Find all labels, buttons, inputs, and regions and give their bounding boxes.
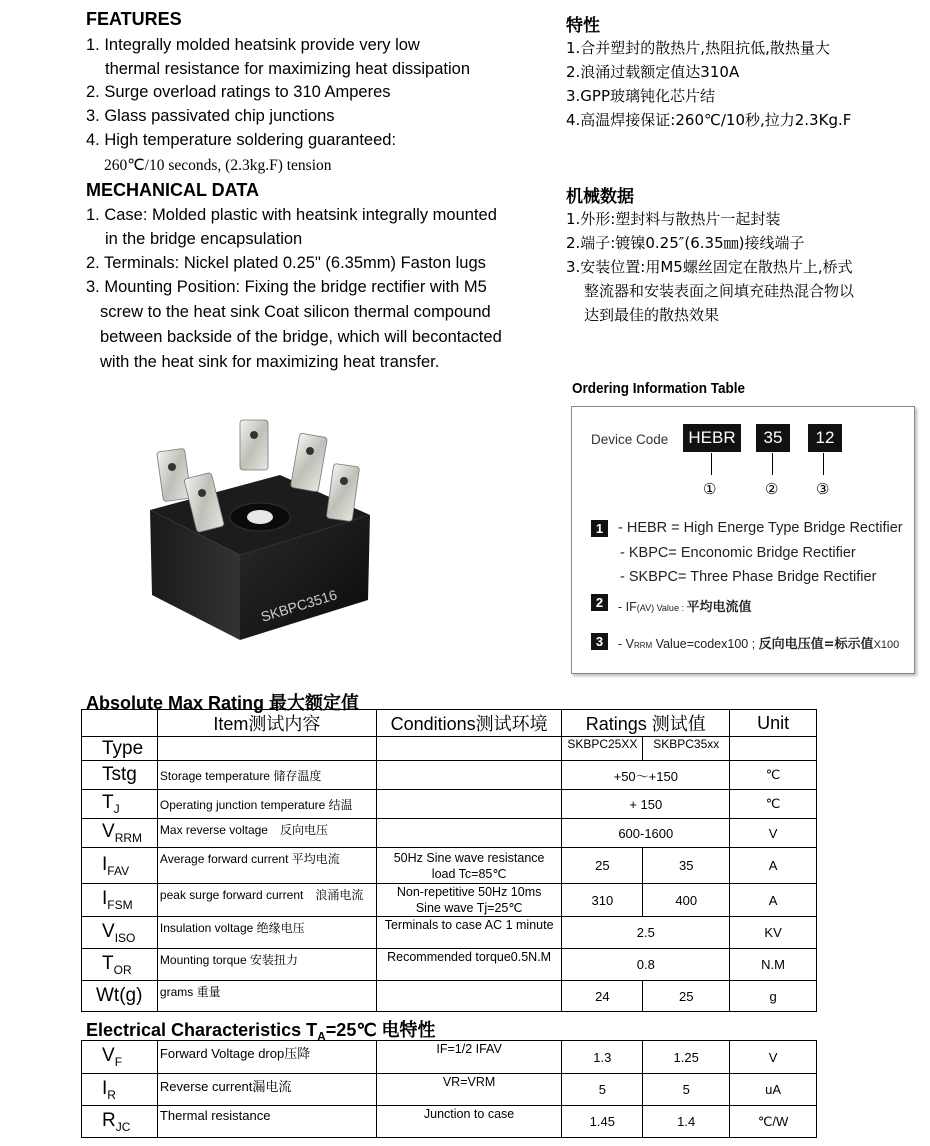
value-cell: 1.3	[562, 1041, 643, 1074]
feature-line: 2. Surge overload ratings to 310 Amperes	[86, 83, 391, 101]
unit-cell: ℃/W	[730, 1106, 817, 1138]
cond-cell: Junction to case	[376, 1106, 562, 1138]
unit-cell: KV	[730, 917, 817, 949]
mechanical-cn-line: 3.安装位置:用M5螺丝固定在散热片上,桥式	[566, 258, 853, 276]
table-row	[82, 884, 817, 917]
mechanical-line: 3. Mounting Position: Fixing the bridge rectifier with M5	[86, 278, 487, 296]
item-cell: Operating junction temperature 结温	[157, 790, 376, 819]
amr-type-row	[82, 737, 817, 761]
mechanical-cn-line: 1.外形:塑封料与散热片一起封装	[566, 210, 781, 228]
amr-header-row	[82, 710, 817, 737]
unit-cell: uA	[730, 1074, 817, 1106]
value-cell: 25	[562, 848, 643, 884]
item-cell: Reverse current漏电流	[157, 1074, 376, 1106]
value-cell: 0.8	[562, 949, 730, 981]
ordering-num-2: 2	[591, 594, 608, 611]
value-cell: 310	[562, 884, 643, 917]
feature-cn-line: 1.合并塑封的散热片,热阻抗低,散热量大	[566, 39, 830, 57]
mechanical-line: screw to the heat sink Coat silicon thermal compound	[100, 303, 491, 321]
code-connector	[772, 453, 773, 475]
symbol: $V_{RRM}$	[82, 819, 158, 848]
feature-cn-line: 2.浪涌过载额定值达310A	[566, 63, 740, 81]
value-cell: 600-1600	[562, 819, 730, 848]
feature-line: 4. High temperature soldering guaranteed:	[86, 131, 397, 149]
symbol: $R_{JC}$	[82, 1106, 158, 1138]
table-row	[82, 790, 817, 819]
mechanical-heading: MECHANICAL DATA	[86, 180, 259, 200]
value-cell: 35	[643, 848, 730, 884]
mechanical-cn-heading: 机械数据	[566, 187, 634, 207]
table-row	[82, 848, 817, 884]
mechanical-cn-line: 2.端子:镀镍0.25″(6.35㎜)接线端子	[566, 234, 805, 252]
cond-cell	[376, 981, 562, 1012]
ordering-line: - SKBPC= Three Phase Bridge Rectifier	[620, 569, 877, 585]
type-label: Type	[82, 737, 158, 761]
ec-table	[81, 1040, 817, 1138]
ordering-line: - KBPC= Enconomic Bridge Rectifier	[620, 545, 856, 561]
unit-cell: g	[730, 981, 817, 1012]
unit-cell: A	[730, 884, 817, 917]
symbol: Tstg	[82, 761, 158, 790]
unit-cell: A	[730, 848, 817, 884]
code-mark-1: ①	[703, 481, 717, 498]
unit-cell: N.M	[730, 949, 817, 981]
feature-line: 1. Integrally molded heatsink provide very low	[86, 36, 420, 54]
amr-title: Absolute Max Rating 最大额定值	[86, 693, 360, 713]
amr-header-unit: Unit	[730, 710, 817, 737]
feature-cn-line: 3.GPP玻璃钝化芯片结	[566, 87, 716, 105]
feature-line: thermal resistance for maximizing heat dissipation	[105, 60, 470, 78]
type-35: SKBPC35xx	[643, 737, 730, 761]
code-hebr: HEBR	[683, 424, 741, 452]
value-cell: 5	[643, 1074, 730, 1106]
product-marking: SKBPC3516	[258, 586, 339, 625]
code-connector	[823, 453, 824, 475]
symbol: $I_{FSM}$	[82, 884, 158, 917]
cond-cell: 50Hz Sine wave resistance load Tc=85℃	[376, 848, 562, 884]
value-cell: +50～+150	[562, 761, 730, 790]
value-cell: + 150	[562, 790, 730, 819]
table-row	[82, 1041, 817, 1074]
table-row	[82, 949, 817, 981]
table-row	[82, 819, 817, 848]
item-cell: Insulation voltage 绝缘电压	[157, 917, 376, 949]
code-connector	[711, 453, 712, 475]
ordering-line: - HEBR = High Energe Type Bridge Rectifier	[618, 520, 903, 536]
item-cell: peak surge forward current 浪涌电流	[157, 884, 376, 917]
amr-header-item: Item测试内容	[157, 710, 376, 737]
symbol: Wt(g)	[82, 981, 158, 1012]
symbol: $I_R$	[82, 1074, 158, 1106]
table-row	[82, 761, 817, 790]
mechanical-line: 1. Case: Molded plastic with heatsink integrally mounted	[86, 206, 497, 224]
features-cn-heading: 特性	[566, 16, 600, 36]
code-mark-3: ③	[816, 481, 830, 498]
mechanical-line: in the bridge encapsulation	[105, 230, 303, 248]
symbol: $T_{OR}$	[82, 949, 158, 981]
value-cell: 1.25	[643, 1041, 730, 1074]
cond-cell: VR=VRM	[376, 1074, 562, 1106]
features-heading: FEATURES	[86, 9, 182, 29]
unit-cell: ℃	[730, 761, 817, 790]
mechanical-line: between backside of the bridge, which will becontacted	[100, 328, 502, 346]
table-row	[82, 981, 817, 1012]
cond-cell: Terminals to case AC 1 minute	[376, 917, 562, 949]
value-cell: 1.45	[562, 1106, 643, 1138]
table-row	[82, 917, 817, 949]
type-25: SKBPC25XX	[562, 737, 643, 761]
value-cell: 2.5	[562, 917, 730, 949]
unit-cell: V	[730, 1041, 817, 1074]
cond-cell	[376, 819, 562, 848]
cond-cell	[376, 761, 562, 790]
symbol: $V_{ISO}$	[82, 917, 158, 949]
cond-cell: Non-repetitive 50Hz 10ms Sine wave Tj=25℃	[376, 884, 562, 917]
mechanical-cn-line: 整流器和安装表面之间填充硅热混合物以	[584, 282, 855, 300]
feature-line: 260℃/10 seconds, (2.3kg.F) tension	[104, 157, 332, 174]
symbol: $V_F$	[82, 1041, 158, 1074]
value-cell: 25	[643, 981, 730, 1012]
mechanical-cn-line: 达到最佳的散热效果	[584, 306, 720, 324]
ordering-line-vrrm: - VRRM Value=codex100 ; 反向电压值=标示值X100	[618, 637, 900, 652]
unit-cell: V	[730, 819, 817, 848]
cond-cell: IF=1/2 IFAV	[376, 1041, 562, 1074]
feature-line: 3. Glass passivated chip junctions	[86, 107, 335, 125]
item-cell: Mounting torque 安装扭力	[157, 949, 376, 981]
code-12: 12	[808, 424, 842, 452]
mechanical-line: 2. Terminals: Nickel plated 0.25" (6.35mm) Faston lugs	[86, 254, 486, 272]
amr-header-conditions: Conditions测试环境	[376, 710, 562, 737]
item-cell: grams 重量	[157, 981, 376, 1012]
value-cell: 24	[562, 981, 643, 1012]
unit-cell: ℃	[730, 790, 817, 819]
item-cell: Storage temperature 储存温度	[157, 761, 376, 790]
cond-cell: Recommended torque0.5N.M	[376, 949, 562, 981]
ordering-num-3: 3	[591, 633, 608, 650]
feature-cn-line: 4.高温焊接保证:260℃/10秒,拉力2.3Kg.F	[566, 111, 852, 129]
table-row	[82, 1106, 817, 1138]
value-cell: 1.4	[643, 1106, 730, 1138]
ordering-num-1: 1	[591, 520, 608, 537]
item-cell: Average forward current 平均电流	[157, 848, 376, 884]
item-cell: Max reverse voltage 反向电压	[157, 819, 376, 848]
code-35: 35	[756, 424, 790, 452]
ordering-line-if: - IF(AV) Value : 平均电流值	[618, 600, 752, 615]
code-mark-2: ②	[765, 481, 779, 498]
mechanical-line: with the heat sink for maximizing heat transfer.	[100, 353, 440, 371]
item-cell: Forward Voltage drop压降	[157, 1041, 376, 1074]
bridge-rectifier-image	[140, 405, 380, 650]
amr-header-empty	[82, 710, 158, 737]
symbol: $T_J$	[82, 790, 158, 819]
cond-cell	[376, 790, 562, 819]
ordering-title: Ordering Information Table	[572, 380, 746, 397]
amr-header-ratings: Ratings 测试值	[562, 710, 730, 737]
device-code-label: Device Code	[591, 432, 669, 447]
amr-table	[81, 709, 817, 1012]
item-cell: Thermal resistance	[157, 1106, 376, 1138]
table-row	[82, 1074, 817, 1106]
symbol: $I_{FAV}$	[82, 848, 158, 884]
value-cell: 400	[643, 884, 730, 917]
value-cell: 5	[562, 1074, 643, 1106]
ec-title: Electrical Characteristics $T_A=25℃$ 电特性	[86, 1020, 436, 1044]
